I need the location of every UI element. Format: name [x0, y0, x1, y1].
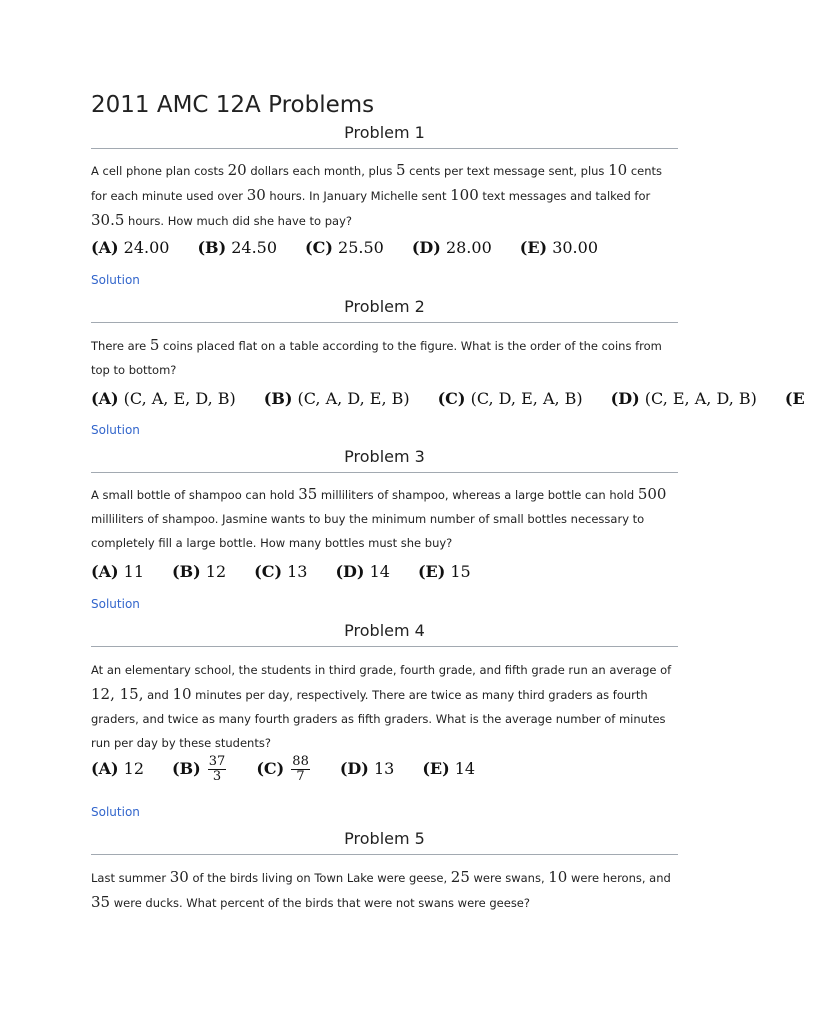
choice-value: 15 — [450, 562, 471, 581]
choice-label: (E) — [519, 238, 548, 257]
choice-value: 13 — [287, 562, 308, 581]
solution-link[interactable]: Solution — [91, 805, 140, 819]
page-title: 2011 AMC 12A Problems — [91, 92, 375, 118]
math-number: 500 — [637, 485, 667, 503]
math-number: 25 — [450, 868, 470, 886]
problem-heading: Problem 5 — [91, 829, 678, 855]
text-run: hours. In January Michelle sent — [265, 189, 451, 203]
problem-text — [91, 158, 681, 233]
text-run: were ducks. What percent of the birds that were not swans were geese? — [110, 896, 530, 910]
choice-fraction — [208, 755, 227, 784]
choice-value: (C, A, E, D, B) — [123, 389, 236, 408]
answer-choices — [91, 755, 503, 784]
math-number: 12, 15, — [91, 685, 144, 703]
problem-text — [91, 658, 681, 755]
answer-choice — [305, 238, 384, 257]
math-number: 35 — [298, 485, 318, 503]
choice-label: (B) — [197, 238, 227, 257]
problem-heading: Problem 3 — [91, 447, 678, 473]
choice-value: 24.50 — [231, 238, 278, 257]
answer-choice — [91, 389, 236, 408]
math-number: 30 — [246, 186, 266, 204]
choice-label: (A) — [91, 389, 119, 408]
choice-label: (E — [784, 389, 805, 408]
answer-choice — [91, 759, 144, 778]
math-number: 30 — [169, 868, 189, 886]
choice-value: 11 — [123, 562, 145, 581]
text-run: There are — [91, 339, 150, 353]
choice-label: (C) — [305, 238, 333, 257]
choice-value: 28.00 — [445, 238, 492, 257]
choice-label: (D) — [411, 238, 441, 257]
answer-choices — [91, 238, 626, 257]
choice-label: (C) — [437, 389, 466, 408]
text-run: A small bottle of shampoo can hold — [91, 488, 299, 502]
answer-choice — [340, 759, 394, 778]
choice-value: (C, A, D, E, B) — [297, 389, 410, 408]
choice-value: (C, E, A, D, B) — [644, 389, 757, 408]
choice-label: (A) — [91, 759, 119, 778]
answer-choice — [172, 754, 228, 784]
math-number: 10 — [608, 161, 628, 179]
answer-choice — [172, 562, 226, 581]
answer-choice — [412, 238, 492, 257]
text-run: milliliters of shampoo, whereas a large bottle can hold — [317, 488, 638, 502]
answer-choice — [335, 562, 389, 581]
answer-choice — [254, 562, 307, 581]
answer-choice — [422, 759, 475, 778]
text-run: minutes per day, respectively. There are twice as many third graders as fourth graders, and twice as many fourth graders as fifth graders. What is the average number of minutes run per day by these students? — [91, 688, 666, 750]
answer-choices — [91, 389, 833, 408]
choice-label: (B) — [263, 389, 293, 408]
choice-fraction — [291, 755, 310, 784]
choice-label: (D) — [335, 562, 365, 581]
choice-label: (C) — [254, 562, 283, 581]
problem-heading: Problem 1 — [91, 123, 678, 149]
choice-value: 24.00 — [123, 238, 170, 257]
answer-choice — [785, 389, 805, 408]
math-number: 5 — [149, 336, 160, 354]
text-run: were herons, and — [567, 871, 671, 885]
choice-value: 14 — [454, 759, 476, 778]
answer-choice — [91, 238, 169, 257]
choice-value: 30.00 — [552, 238, 598, 257]
problem-text — [91, 333, 681, 382]
math-number: 100 — [450, 186, 479, 204]
fraction-denominator: 7 — [296, 769, 305, 784]
choice-label: (C) — [256, 759, 285, 778]
text-run: A cell phone plan costs — [91, 164, 228, 178]
choice-value: 12 — [123, 759, 145, 778]
choice-label: (B) — [172, 562, 201, 581]
problem-heading: Problem 2 — [91, 297, 678, 323]
answer-choice — [520, 238, 598, 257]
text-run: Last summer — [91, 871, 170, 885]
answer-choice — [264, 389, 410, 408]
math-number: 5 — [395, 161, 406, 179]
choice-label: (D) — [339, 759, 369, 778]
text-run: dollars each month, plus — [246, 164, 396, 178]
text-run: text messages and talked for — [478, 189, 651, 203]
text-run: milliliters of shampoo. Jasmine wants to buy the minimum number of small bottles necessary to completely fill a large bottle. How many bottles must she buy? — [91, 512, 645, 550]
problem-text — [91, 482, 681, 555]
answer-choice — [418, 562, 471, 581]
math-number: 35 — [91, 893, 111, 911]
choice-value: 13 — [373, 759, 395, 778]
text-run: cents per text message sent, plus — [405, 164, 609, 178]
choice-label: (B) — [172, 759, 201, 778]
choice-value: 14 — [369, 562, 390, 581]
answer-choice — [256, 754, 312, 784]
choice-label: (A) — [91, 562, 119, 581]
solution-link[interactable]: Solution — [91, 423, 140, 437]
choice-label: (E) — [417, 562, 446, 581]
choice-label: (E) — [422, 759, 450, 778]
answer-choice — [91, 562, 144, 581]
solution-link[interactable]: Solution — [91, 597, 140, 611]
choice-value: (C, D, E, A, B) — [470, 389, 583, 408]
problem-heading: Problem 4 — [91, 621, 678, 647]
math-number: 20 — [227, 161, 247, 179]
text-run: hours. How much did she have to pay? — [124, 214, 352, 228]
solution-link[interactable]: Solution — [91, 273, 140, 287]
text-run: cents for each minute used over — [91, 164, 663, 203]
choice-value: 25.50 — [338, 238, 384, 257]
answer-choice — [197, 238, 277, 257]
choice-label: (A) — [91, 238, 119, 257]
text-run: and — [143, 688, 173, 702]
fraction-denominator: 3 — [212, 769, 222, 784]
text-run: coins placed flat on a table according to the figure. What is the order of the coins from top to bottom? — [91, 339, 662, 377]
text-run: were swans, — [469, 871, 549, 885]
fraction-numerator: 88 — [292, 754, 309, 769]
problem-text — [91, 865, 681, 915]
math-number: 30.5 — [91, 211, 125, 229]
math-number: 10 — [172, 685, 192, 703]
text-run: of the birds living on Town Lake were geese, — [188, 871, 451, 885]
answer-choice — [611, 389, 757, 408]
text-run: At an elementary school, the students in third grade, fourth grade, and fifth grade run an average of — [91, 663, 672, 677]
answer-choice — [438, 389, 583, 408]
fraction-numerator: 37 — [208, 754, 226, 769]
choice-value: 12 — [205, 562, 227, 581]
answer-choices — [91, 562, 499, 581]
choice-label: (D) — [610, 389, 640, 408]
math-number: 10 — [548, 868, 568, 886]
